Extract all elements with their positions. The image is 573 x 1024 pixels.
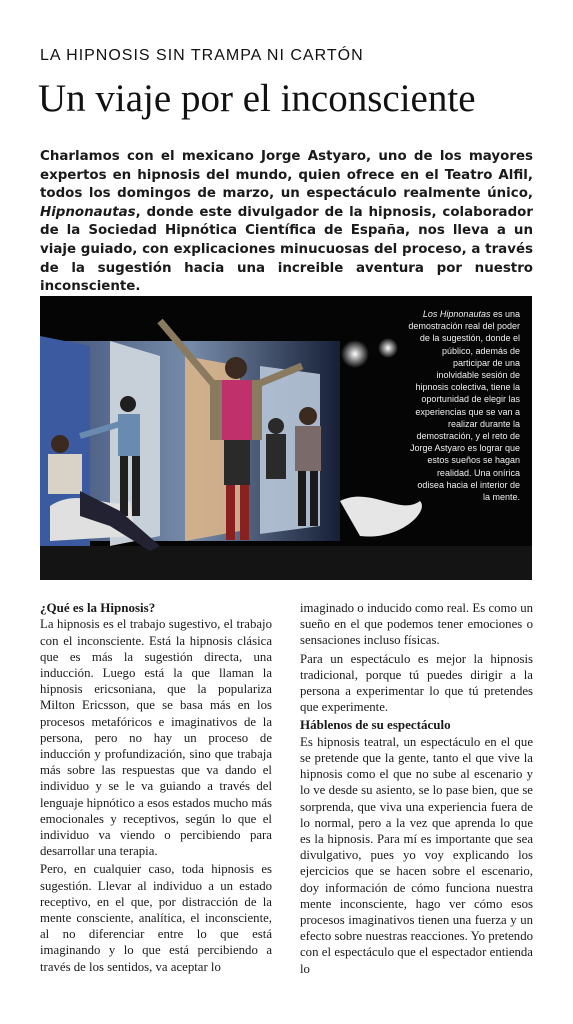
paragraph-5: Es hipnosis teatral, un espectáculo en el que se pretende que la gente, tanto el que vive la hipnosis como el que no sube al escenario y lo ve desde su asiento, se lo pase bien, que se sorprenda, que viva una experiencia fuera de lo normal, pero a la vez que aprenda lo que es la hipnosis. Para mí es importante que sea divulgativo, pues yo voy explicando los ejercicios que se hacen sobre el escenario, doy información de cómo funciona nuestra mente inconsciente, hago ver cómo esos procesos imaginativos tienen una fuerza y un efecto sobre nuestras reacciones. Yo pretendo con el espectáculo que el espectador entienda lo <box>300 734 533 976</box>
article-lede <box>40 148 533 297</box>
lede-show-name: Hipnonautas <box>40 204 136 220</box>
paragraph-1: La hipnosis es el trabajo sugestivo, el trabajo con el inconsciente. Está la hipnosis clásica que es más la sugestión directa, una inducción. Luego está la que llaman la hipnosis ericsoniana, que la populariza Milton Ericsson, que se basa más en los procesos metafóricos e imaginativos de la persona, pero no hay un proceso de inducción y profundización, sino que trabaja más sobre las respuestas que va dando el individuo y se le va guiando a través del lenguaje hipnótico a esos estados mucho más emocionales y receptivos, según lo que el individuo va viendo o percibiendo para desarrollar una terapia. <box>40 617 272 859</box>
stage-photo <box>40 296 532 580</box>
lede-text-2: , donde este divulgador de la hipnosis, colaborador de la Sociedad Hipnótica Científica de España, nos lleva a un viaje guiado, con explicaciones minucuosas del proceso, a través de la sugestión hacia una increible aventura por nuestro inconsciente. <box>40 204 533 295</box>
article-column-right <box>300 600 533 979</box>
caption-show-name: Los Hipnonautas <box>422 309 491 319</box>
paragraph-3: imaginado o inducido como real. Es como un sueño en el que podemos tener emociones o sensaciones incluso físicas. <box>300 601 533 648</box>
heading-show: Háblenos de su espectáculo <box>300 717 451 733</box>
article-column-left <box>40 600 272 977</box>
lede-text-1: Charlamos con el mexicano Jorge Astyaro, uno de los mayores expertos en hipnosis del mundo, quien ofrece en el Teatro Alfil, todos los domingos de marzo, un espectáculo realmente único, <box>40 149 533 202</box>
photo-caption <box>408 308 520 503</box>
paragraph-2: Pero, en cualquier caso, toda hipnosis es sugestión. Llevar al individuo a un estado receptivo, en el que, por distracción de la mente consciente, analítica, el inconsciente, al no diferenciar entre lo que está imaginando y lo que está percibiendo a través de los sentidos, va aceptar lo <box>40 862 272 974</box>
section-kicker: LA HIPNOSIS SIN TRAMPA NI CARTÓN <box>40 47 364 64</box>
paragraph-4: Para un espectáculo es mejor la hipnosis tradicional, porque tú puedes dirigir a la persona a experimentar lo que tú pretendes que experimente. <box>300 651 533 715</box>
article-title: Un viaje por el inconsciente <box>38 77 476 120</box>
heading-what-is-hypnosis: ¿Qué es la Hipnosis? <box>40 600 156 615</box>
caption-text: es una demostración real del poder de la sugestión, donde el público, además de participar de una inolvidable sesión de hipnosis colectiva, tiene la oportunidad de elegir las experiencias que se van a realizar durante la demostración, y el reto de Jorge Astyaro es lograr que estos sueños se hagan realidad. Una onírica odisea hacia el interior de la mente. <box>408 309 520 503</box>
